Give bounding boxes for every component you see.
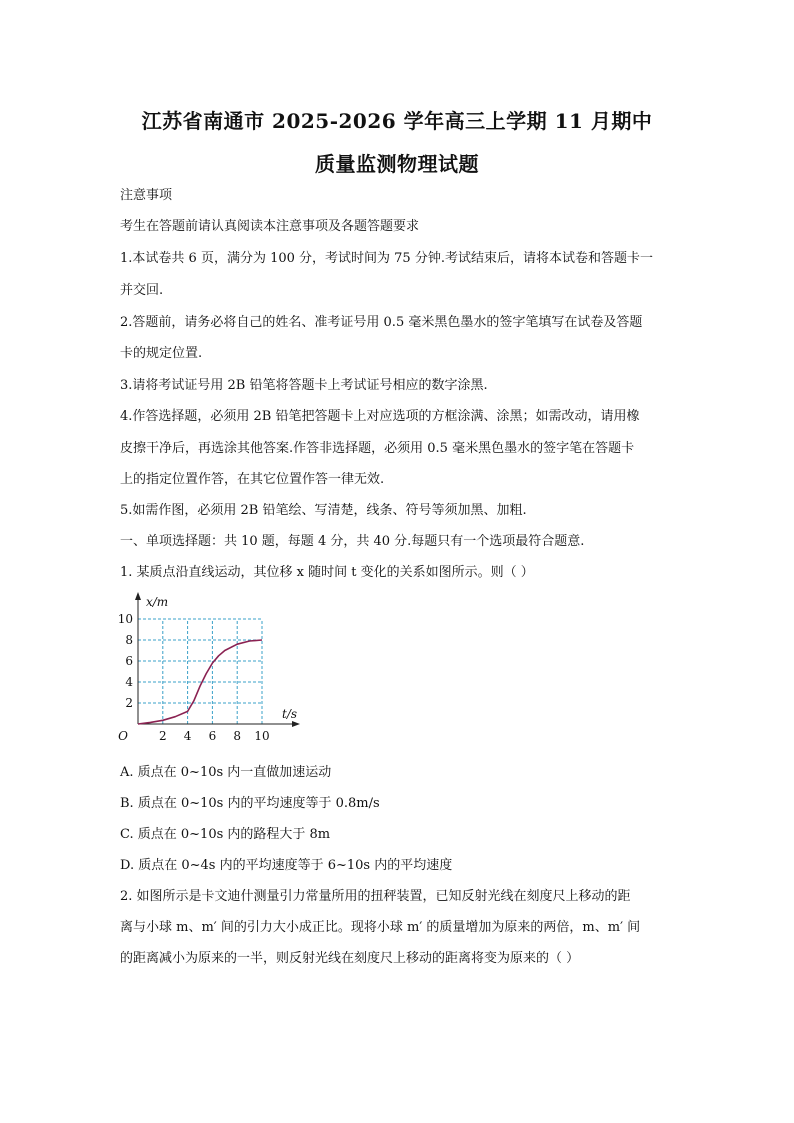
x-tick-label: 4 <box>183 729 192 743</box>
origin-label: O <box>118 729 128 743</box>
section-heading: 一、单项选择题：共 10 题，每题 4 分，共 40 分.每题只有一个选项最符合题意. <box>120 534 585 549</box>
x-tick-label: 10 <box>254 729 270 743</box>
question-1-option-a: A. 质点在 0~10s 内一直做加速运动 <box>120 765 332 780</box>
question-2-line: 2. 如图所示是卡文迪什测量引力常量所用的扭秤装置，已知反射光线在刻度尺上移动的距 <box>120 889 631 904</box>
note-line: 4.作答选择题，必须用 2B 铅笔把答题卡上对应选项的方框涂满、涂黑；如需改动，请用橡 <box>120 409 640 424</box>
note-line: 1.本试卷共 6 页，满分为 100 分，考试时间为 75 分钟.考试结束后，请将本试卷和答题卡一 <box>120 251 653 266</box>
notes-heading: 注意事项 <box>120 188 173 203</box>
y-tick-label: 2 <box>125 696 133 710</box>
exam-title-line1: 江苏省南通市 2025-2026 学年高三上学期 11 月期中 <box>141 109 653 133</box>
x-tick-label: 2 <box>158 729 167 743</box>
x-tick-label: 8 <box>233 729 242 743</box>
exam-title-line2: 质量监测物理试题 <box>315 152 479 176</box>
y-tick-label: 10 <box>117 612 133 626</box>
question-2-line: 离与小球 m、m′ 间的引力大小成正比。现将小球 m′ 的质量增加为原来的两倍，m、m′ 间 <box>120 920 641 935</box>
note-line: 3.请将考试证号用 2B 铅笔将答题卡上考试证号相应的数字涂黑. <box>120 378 488 393</box>
y-tick-label: 8 <box>125 633 133 647</box>
note-line: 并交回. <box>120 283 164 298</box>
note-line: 2.答题前，请务必将自己的姓名、准考证号用 0.5 毫米黑色墨水的签字笔填写在试卷及答题 <box>120 315 643 330</box>
x-axis-label: t/s <box>282 707 298 721</box>
question-1-stem: 1. 某质点沿直线运动，其位移 x 随时间 t 变化的关系如图所示。则（ ） <box>120 565 534 580</box>
y-axis-arrow <box>135 592 141 600</box>
x-axis-arrow <box>292 721 300 727</box>
question-1-option-d: D. 质点在 0~4s 内的平均速度等于 6~10s 内的平均速度 <box>120 858 453 873</box>
y-tick-label: 4 <box>125 675 133 689</box>
y-tick-label: 6 <box>125 654 133 668</box>
note-line: 卡的规定位置. <box>120 346 203 361</box>
y-axis-label: x/m <box>146 595 169 609</box>
x-tick-label: 6 <box>208 729 217 743</box>
note-line: 皮擦干净后，再选涂其他答案.作答非选择题，必须用 0.5 毫米黑色墨水的签字笔在答题卡 <box>120 441 635 456</box>
note-line: 5.如需作图，必须用 2B 铅笔绘、写清楚，线条、符号等须加黑、加粗. <box>120 503 527 518</box>
question-1-option-b: B. 质点在 0~10s 内的平均速度等于 0.8m/s <box>120 796 380 811</box>
question-2-line: 的距离减小为原来的一半，则反射光线在刻度尺上移动的距离将变为原来的（ ） <box>120 951 580 966</box>
question-1-option-c: C. 质点在 0~10s 内的路程大于 8m <box>120 827 331 842</box>
note-line: 上的指定位置作答，在其它位置作答一律无效. <box>120 472 385 487</box>
question-1-figure <box>116 590 316 750</box>
notes-intro: 考生在答题前请认真阅读本注意事项及各题答题要求 <box>120 219 420 234</box>
